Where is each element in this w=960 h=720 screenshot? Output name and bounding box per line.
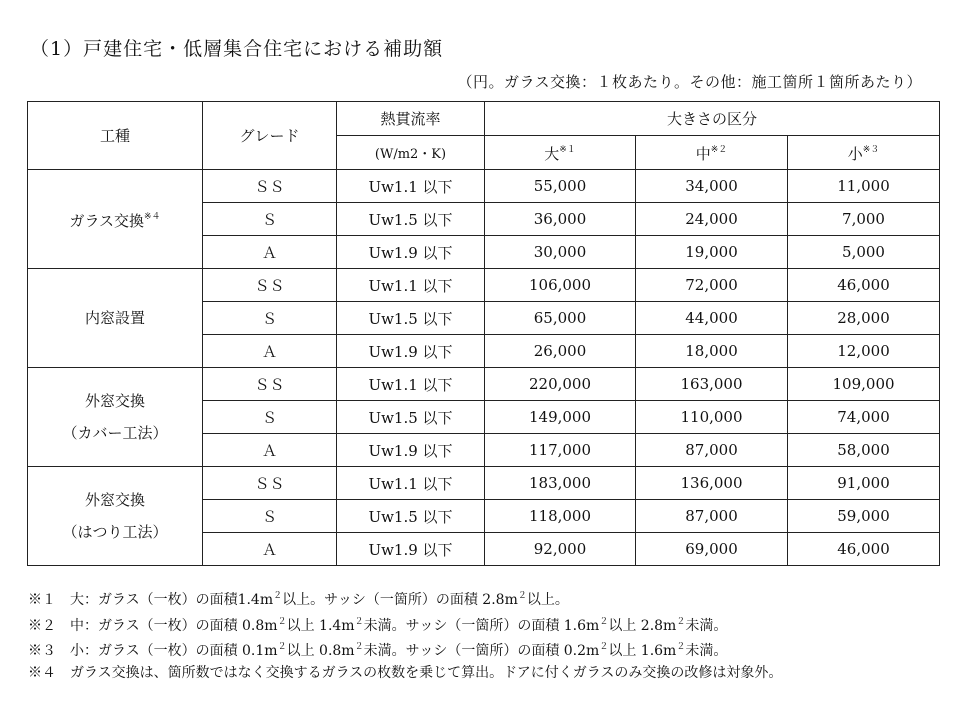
- medium-cell: 34,000: [636, 170, 788, 203]
- small-cell: 28,000: [788, 302, 940, 335]
- grade-cell: ＳＳ: [203, 368, 337, 401]
- uw-cell: Uw1.1 以下: [337, 269, 485, 302]
- header-large: 大$^{※1}$: [485, 136, 636, 170]
- footnote-2: ※２ 中：ガラス（一枚）の面積 $0.8m^2$以上 $1.4m^2$未満。サッシ（一箇所）の面積 $1.6m^2$以上 $2.8m^2$未満。: [28, 616, 728, 634]
- uw-cell: Uw1.5 以下: [337, 302, 485, 335]
- large-cell: 106,000: [485, 269, 636, 302]
- header-work-type: 工種: [28, 102, 203, 170]
- uw-cell: Uw1.1 以下: [337, 368, 485, 401]
- large-cell: 118,000: [485, 500, 636, 533]
- uw-cell: Uw1.5 以下: [337, 500, 485, 533]
- header-size-category: 大きさの区分: [485, 102, 940, 136]
- grade-cell: Ａ: [203, 533, 337, 566]
- large-cell: 117,000: [485, 434, 636, 467]
- small-cell: 58,000: [788, 434, 940, 467]
- header-small: 小$^{※3}$: [788, 136, 940, 170]
- grade-cell: Ａ: [203, 236, 337, 269]
- table-row: [28, 368, 940, 401]
- large-cell: 26,000: [485, 335, 636, 368]
- work-type-cell: 内窓設置: [28, 269, 203, 368]
- header-thermal-unit: (W/m2・K): [337, 136, 485, 170]
- large-cell: 149,000: [485, 401, 636, 434]
- footnote-4: ※４ ガラス交換は、箇所数ではなく交換するガラスの枚数を乗じて算出。ドアに付くガラスのみ交換の改修は対象外。: [28, 664, 783, 681]
- table-row: [28, 269, 940, 302]
- work-type-cell: 外窓交換 （カバー工法）: [28, 368, 203, 467]
- medium-cell: 136,000: [636, 467, 788, 500]
- uw-cell: Uw1.9 以下: [337, 434, 485, 467]
- large-cell: 55,000: [485, 170, 636, 203]
- work-type-cell: ガラス交換$^{※4}$: [28, 170, 203, 269]
- medium-cell: 163,000: [636, 368, 788, 401]
- small-cell: 5,000: [788, 236, 940, 269]
- grade-cell: Ｓ: [203, 500, 337, 533]
- medium-cell: 18,000: [636, 335, 788, 368]
- grade-cell: ＳＳ: [203, 269, 337, 302]
- medium-cell: 24,000: [636, 203, 788, 236]
- uw-cell: Uw1.5 以下: [337, 203, 485, 236]
- page-title: （1）戸建住宅・低層集合住宅における補助額: [30, 38, 444, 60]
- footnote-3: ※３ 小：ガラス（一枚）の面積 $0.1m^2$以上 $0.8m^2$未満。サッシ（一箇所）の面積 $0.2m^2$以上 $1.6m^2$未満。: [28, 642, 728, 659]
- small-cell: 59,000: [788, 500, 940, 533]
- grade-cell: ＳＳ: [203, 170, 337, 203]
- work-type-cell: 外窓交換 （はつり工法）: [28, 467, 203, 566]
- header-grade: グレード: [203, 102, 337, 170]
- medium-cell: 44,000: [636, 302, 788, 335]
- medium-cell: 110,000: [636, 401, 788, 434]
- large-cell: 65,000: [485, 302, 636, 335]
- uw-cell: Uw1.1 以下: [337, 170, 485, 203]
- grade-cell: Ｓ: [203, 401, 337, 434]
- uw-cell: Uw1.5 以下: [337, 401, 485, 434]
- medium-cell: 19,000: [636, 236, 788, 269]
- medium-cell: 69,000: [636, 533, 788, 566]
- uw-cell: Uw1.9 以下: [337, 533, 485, 566]
- small-cell: 7,000: [788, 203, 940, 236]
- grade-cell: Ｓ: [203, 302, 337, 335]
- large-cell: 36,000: [485, 203, 636, 236]
- header-thermal: 熱貫流率: [337, 102, 485, 136]
- footnotes: [28, 586, 782, 684]
- table-row: [28, 467, 940, 500]
- small-cell: 11,000: [788, 170, 940, 203]
- large-cell: 220,000: [485, 368, 636, 401]
- small-cell: 46,000: [788, 269, 940, 302]
- small-cell: 74,000: [788, 401, 940, 434]
- grade-cell: Ａ: [203, 335, 337, 368]
- header-medium: 中$^{※2}$: [636, 136, 788, 170]
- grade-cell: Ａ: [203, 434, 337, 467]
- small-cell: 109,000: [788, 368, 940, 401]
- grade-cell: Ｓ: [203, 203, 337, 236]
- uw-cell: Uw1.1 以下: [337, 467, 485, 500]
- footnote-1: ※１ 大：ガラス（一枚）の面積$1.4m^2$以上。サッシ（一箇所）の面積 $2.8m^2$以上。: [28, 591, 569, 608]
- uw-cell: Uw1.9 以下: [337, 335, 485, 368]
- large-cell: 92,000: [485, 533, 636, 566]
- subsidy-table: [27, 101, 940, 566]
- medium-cell: 87,000: [636, 500, 788, 533]
- small-cell: 46,000: [788, 533, 940, 566]
- grade-cell: ＳＳ: [203, 467, 337, 500]
- small-cell: 91,000: [788, 467, 940, 500]
- table-row: [28, 170, 940, 203]
- uw-cell: Uw1.9 以下: [337, 236, 485, 269]
- large-cell: 30,000: [485, 236, 636, 269]
- medium-cell: 87,000: [636, 434, 788, 467]
- large-cell: 183,000: [485, 467, 636, 500]
- small-cell: 12,000: [788, 335, 940, 368]
- medium-cell: 72,000: [636, 269, 788, 302]
- unit-note: （円。ガラス交換：１枚あたり。その他：施工箇所１箇所あたり）: [457, 73, 922, 91]
